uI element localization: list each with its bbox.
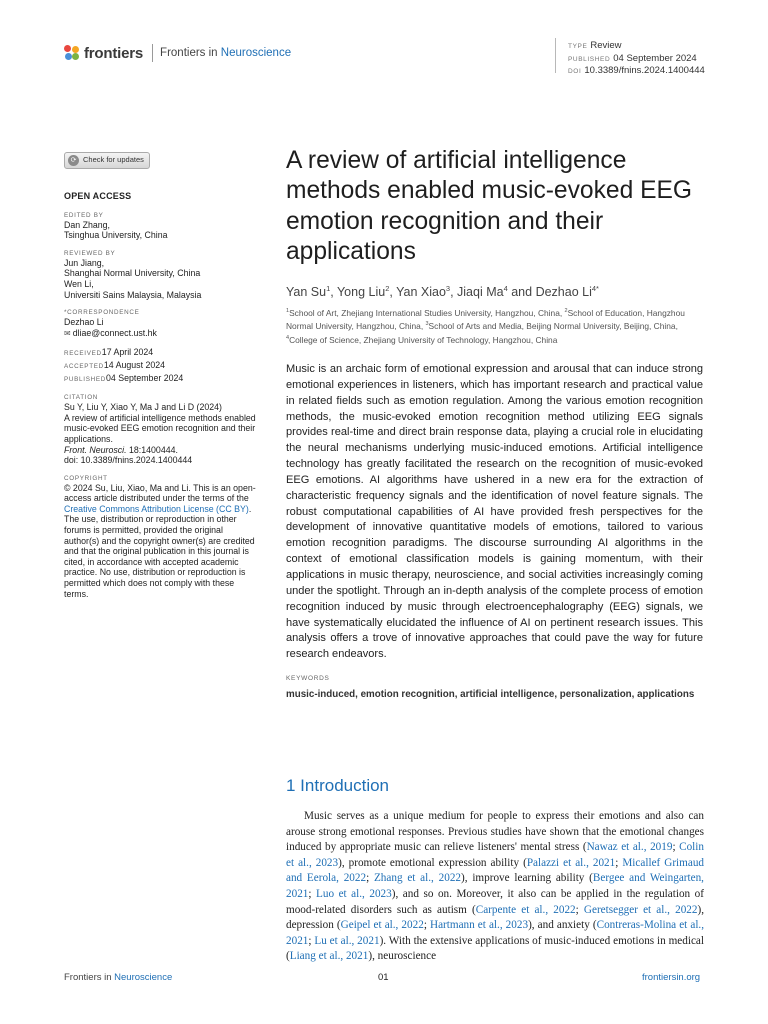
body-text: ), promote emotional expression ability ( <box>338 856 527 869</box>
refresh-icon: ⟳ <box>68 155 79 166</box>
citation-link[interactable]: Micallef Grimaud and Eerola, 2022 <box>286 856 705 885</box>
body-text: ), and so on. Moreover, it also can be applied in the regulation of mood-related disorders such as autism ( <box>286 887 704 916</box>
citation-link[interactable]: Geretsegger et al., 2022 <box>583 903 698 916</box>
body-text: ; <box>615 856 623 869</box>
affiliations: $^1$School of Art, Zhejiang International Studies University, Hangzhou, China, $^2$School of Education, Hangzhou Normal University, Hangzhou, China, $^3$School of Arts and Media, Beijing Normal University, Beijing, China, $^4$College of Science, Zhejiang University of Technology, Hangzhou, China <box>286 307 685 345</box>
logo-wordmark: frontiers <box>84 44 144 62</box>
keywords: music-induced, emotion recognition, artificial intelligence, personalization, applications <box>286 689 695 700</box>
intro-paragraph <box>286 809 704 965</box>
author[interactable]: Yong Liu$^2$ <box>336 284 390 300</box>
article-meta: TYPE Review PUBLISHED 04 September 2024 DOI 10.3389/fnins.2024.1400444 <box>568 40 705 76</box>
citation: CITATION Su Y, Liu Y, Xiao Y, Ma J and Li D (2024) A review of artificial intelligence methods enabled music-evoked EEG emotion recognition and their applications. Front. Neurosci. 18:1400444. doi: 10.3389/fnins.2024.1400444 <box>64 394 256 466</box>
citation-link[interactable]: Lu et al., 2021 <box>314 934 380 947</box>
body-text: ; <box>575 903 584 916</box>
author[interactable]: Dezhao $Li^{4*}$ <box>535 284 599 300</box>
author-list: Yan Su$^1$, Yong Liu$^2$, Yan Xiao$^3$, Jiaqi Ma$^4$ and Dezhao $Li^{4*}$ <box>286 284 599 300</box>
citation-link[interactable]: Zhang et al., 2022 <box>373 872 462 885</box>
reviewer-name: Wen Li, <box>64 278 94 289</box>
reviewer-affiliation: Universiti Sains Malaysia, Malaysia <box>64 289 202 300</box>
editor-name: Dan Zhang, <box>64 219 110 230</box>
body-text: Music serves as a unique medium for people to express their emotions and also can arouse strong emotional responses. Previous studies have shown that the emotional changes induced by appropriate music can relieve listeners' mental stress ( <box>286 810 704 854</box>
article-type: Review <box>590 40 622 51</box>
keywords-label: KEYWORDS <box>286 675 330 682</box>
published-date: 04 September 2024 <box>613 52 697 64</box>
reviewer-name: Jun Jiang, <box>64 257 105 268</box>
body-text: ; <box>308 887 317 900</box>
body-text: ; <box>308 934 315 947</box>
page-number: 01 <box>378 972 389 983</box>
footer-journal[interactable]: Frontiers in Neuroscience <box>64 972 173 983</box>
footer-website-link[interactable]: frontiersin.org <box>642 972 701 983</box>
meta-divider <box>555 38 556 73</box>
citation-link[interactable]: Nawaz et al., 2019 <box>586 841 673 854</box>
citation-link[interactable]: Palazzi et al., 2021 <box>526 856 616 869</box>
sidebar <box>64 152 256 607</box>
citation-link[interactable]: Hartmann et al., 2023 <box>430 919 529 932</box>
citation-link[interactable]: Bergee and Weingarten, 2021 <box>286 872 704 900</box>
section-heading: 1 Introduction <box>286 776 390 795</box>
body-text: ), depression ( <box>286 903 705 932</box>
body-text: ). With the extensive applications of music-induced emotions in medical ( <box>286 934 705 963</box>
frontiers-logo-icon <box>64 45 80 61</box>
correspondence-email[interactable]: ✉ dliae@connect.ust.hk <box>64 327 157 338</box>
citation-link[interactable]: Colin et al., 2023 <box>286 841 704 869</box>
citation-link[interactable]: Liang et al., 2021 <box>289 950 369 963</box>
logo-divider <box>152 44 153 62</box>
editor-affiliation: Tsinghua University, China <box>64 230 168 241</box>
author[interactable]: Yan Xiao$^3$ <box>396 284 451 300</box>
body-text: ; <box>423 919 430 932</box>
mail-icon: ✉ <box>64 328 71 338</box>
cc-by-license-link[interactable]: Creative Commons Attribution License (CC BY) <box>64 503 249 514</box>
received-date: 17 April 2024 <box>101 347 154 358</box>
author[interactable]: Yan Su$^1$ <box>286 284 331 300</box>
published-date: 04 September 2024 <box>106 372 184 383</box>
body-text: ; <box>366 872 374 885</box>
dates: RECEIVED17 April 2024 ACCEPTED14 August 2024 PUBLISHED04 September 2024 <box>64 347 184 383</box>
abstract: Music is an archaic form of emotional expression and arousal that can induce strong emotional experiences in listeners, which has important research and practical value in related fields such as emotion regulation. Among the various emotion recognition methods, the music-evoked emotion recognition method utilizing EEG signals provides real-time and direct brain response data, playing a crucial role in elucidating the neural mechanisms underlying music-induced emotions. Artificial intelligence technology has greatly facilitated the research on the recognition of music-evoked EEG emotions. AI algorithms have ushered in a new era for the extraction of characteristic frequency signals and the identification of novel feature signals. The robust computational capabilities of AI have provided fresh perspectives for the development of innovative quantitative models of emotions, tailored to various emotion recognition paradigms. The discourse surrounding AI algorithms in the context of emotional classification models is gaining momentum, with their applications in music therapy, neuroscience, and social activities increasingly coming under the spotlight. Through an in-depth analysis of the complete process of emotion recognition induced by music through electroencephalography (EEG) signals, we have systematically elucidated the influence of AI on pertinent research issues. This analysis offers a trove of innovative approaches that could pave the way for future research endeavors. <box>286 363 703 661</box>
open-access-label: OPEN ACCESS <box>64 191 132 201</box>
doi[interactable]: 10.3389/fnins.2024.1400444 <box>584 65 705 76</box>
body-text: ), improve learning ability ( <box>461 872 593 885</box>
body-text: ; <box>672 841 680 854</box>
citation-link[interactable]: Carpente et al., 2022 <box>475 903 576 916</box>
correspondence: *CORRESPONDENCE Dezhao Li ✉ dliae@connect.ust.hk <box>64 308 256 339</box>
body-text: ), and anxiety ( <box>528 919 597 932</box>
check-for-updates-button[interactable]: ⟳ Check for updates <box>64 152 150 169</box>
frontiers-logo[interactable] <box>64 43 291 63</box>
citation-link[interactable]: Contreras-Molina et al., 2021 <box>286 919 705 947</box>
journal-name[interactable]: Frontiers in Neuroscience <box>160 47 292 59</box>
citation-link[interactable]: Geipel et al., 2022 <box>340 919 424 932</box>
accepted-date: 14 August 2024 <box>103 359 166 370</box>
citation-link[interactable]: Luo et al., 2023 <box>316 887 392 900</box>
copyright: COPYRIGHT © 2024 Su, Liu, Xiao, Ma and Li. This is an open-access article distributed under the terms of the Creative Commons Attribution License (CC BY). The use, distribution or reproduction in other forums is permitted, provided the original author(s) and the copyright owner(s) are credited and that the original publication in this journal is cited, in accordance with accepted academic practice. No use, distribution or reproduction is permitted which does not comply with these terms. <box>64 474 256 599</box>
correspondence-name: Dezhao Li <box>64 317 104 328</box>
reviewed-by: REVIEWED BY Jun Jiang, Shanghai Normal University, China Wen Li, Universiti Sains Malaysia, Malaysia <box>64 249 256 300</box>
reviewer-affiliation: Shanghai Normal University, China <box>64 268 201 279</box>
author[interactable]: Jiaqi Ma$^4$ <box>457 284 508 300</box>
edited-by: EDITED BY Dan Zhang, Tsinghua University, China <box>64 211 256 241</box>
body-text: ), neuroscience <box>368 950 437 963</box>
article-title: A review of artificial intelligence methods enabled music-evoked EEG emotion recognition and their applications <box>286 147 693 266</box>
